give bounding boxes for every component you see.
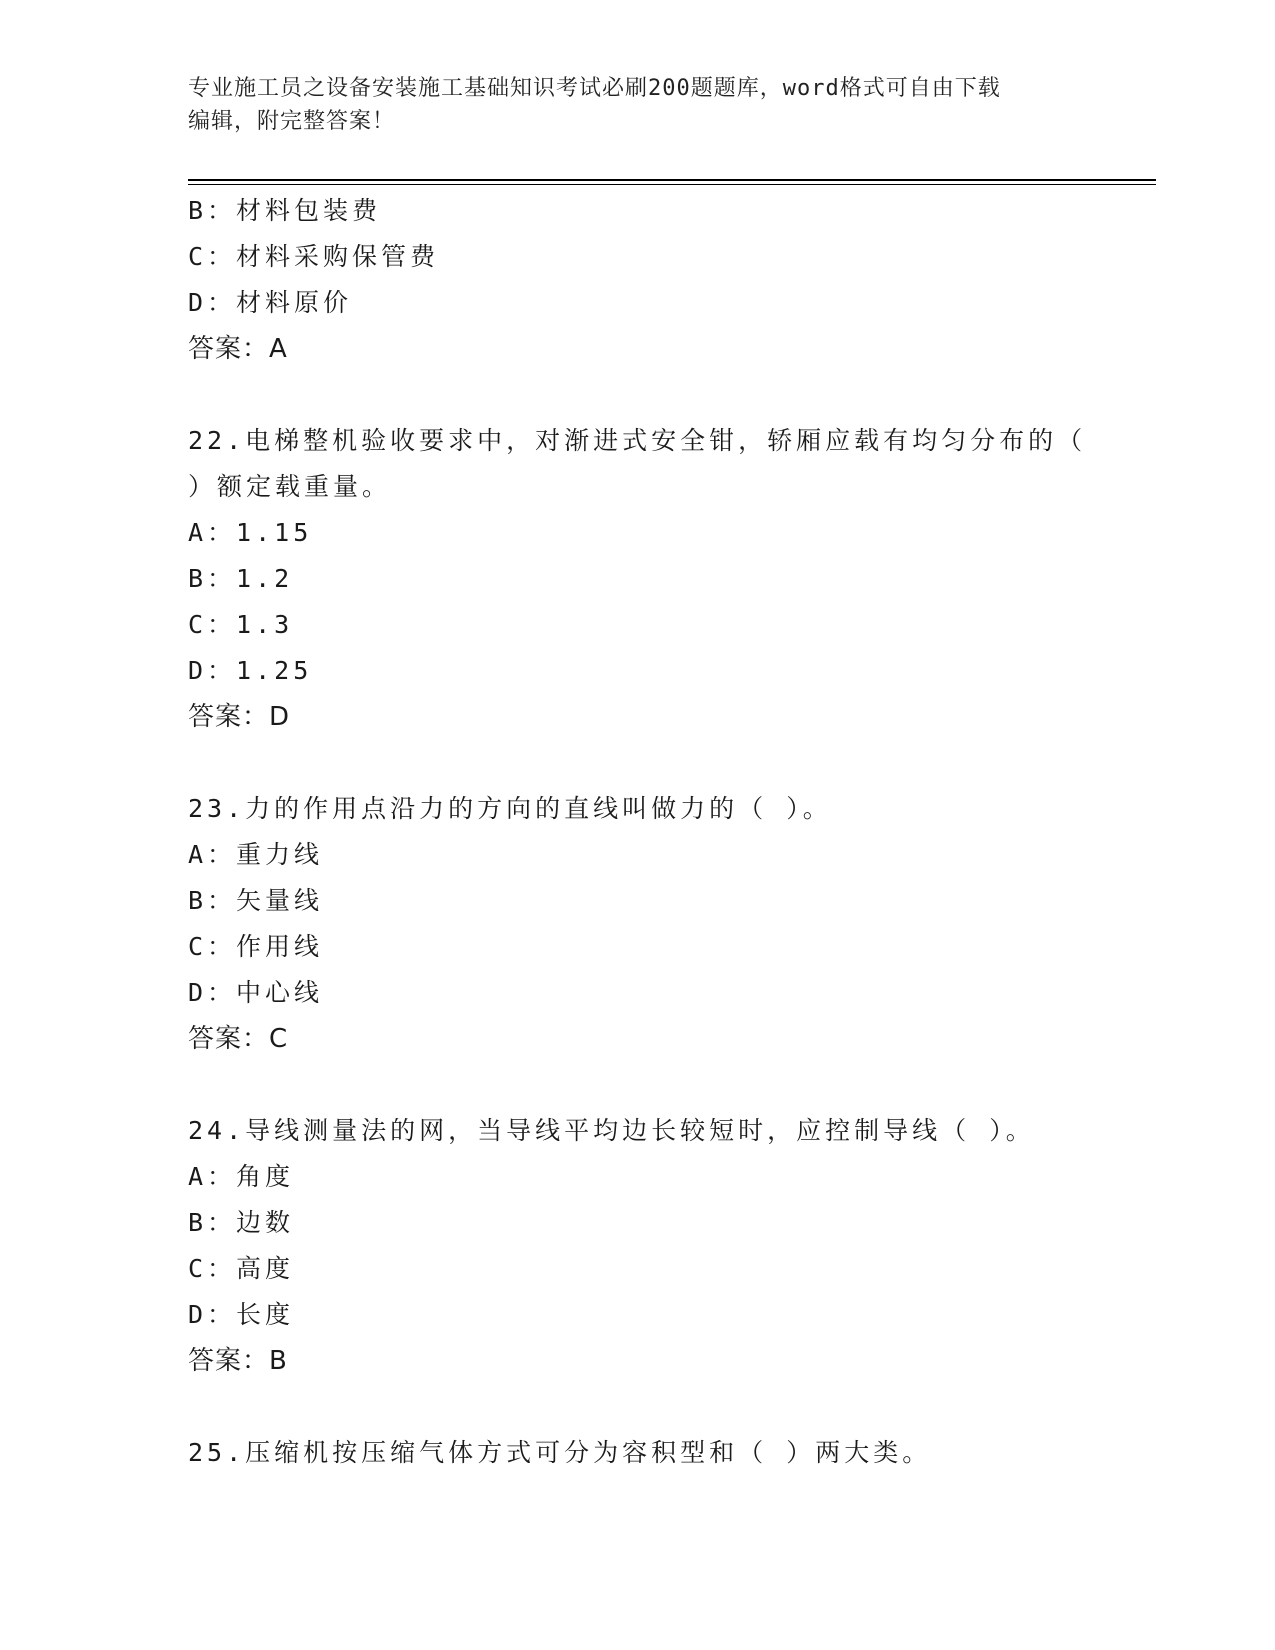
question-25 [188,1430,1156,1476]
question-21-continued [188,188,1156,372]
answer-line: 答案：C [188,1024,289,1054]
question-22 [188,418,1156,740]
spacer [188,372,1156,418]
option-d: D：材料原价 [188,288,353,317]
option-a: A：重力线 [188,840,324,869]
header-divider-thin [188,184,1156,185]
option-b: B：矢量线 [188,886,324,915]
header-divider-thick [188,179,1156,181]
spacer [188,1384,1156,1430]
option-d: D：1.25 [188,656,313,685]
option-d: D：中心线 [188,978,324,1007]
answer-line: 答案：B [188,1346,288,1376]
spacer [188,1062,1156,1108]
option-a: A：1.15 [188,518,313,547]
question-stem-line-1: 23.力的作用点沿力的方向的直线叫做力的（ ）。 [188,794,832,823]
question-content [188,188,1156,1476]
option-c: C：1.3 [188,610,294,639]
option-c: C：材料采购保管费 [188,242,440,271]
spacer [188,740,1156,786]
question-stem-line-2: ）额定载重量。 [188,472,392,501]
question-stem-line-1: 22.电梯整机验收要求中，对渐进式安全钳，轿厢应载有均匀分布的（ [188,426,1087,455]
option-c: C：高度 [188,1254,295,1283]
question-stem-line-1: 25.压缩机按压缩气体方式可分为容积型和（ ）两大类。 [188,1438,932,1467]
option-b: B：边数 [188,1208,295,1237]
option-b: B：1.2 [188,564,294,593]
option-b: B：材料包装费 [188,196,382,225]
document-header [188,72,1068,138]
answer-line: 答案：A [188,334,288,364]
answer-line: 答案：D [188,702,291,732]
question-24 [188,1108,1156,1384]
option-c: C：作用线 [188,932,324,961]
question-23 [188,786,1156,1062]
header-line-1: 专业施工员之设备安装施工基础知识考试必刷200题题库，word格式可自由下载 [188,76,1001,101]
option-a: A：角度 [188,1162,295,1191]
question-stem-line-1: 24.导线测量法的网，当导线平均边长较短时，应控制导线（ ）。 [188,1116,1035,1145]
header-line-2: 编辑，附完整答案！ [188,109,396,134]
option-d: D：长度 [188,1300,295,1329]
